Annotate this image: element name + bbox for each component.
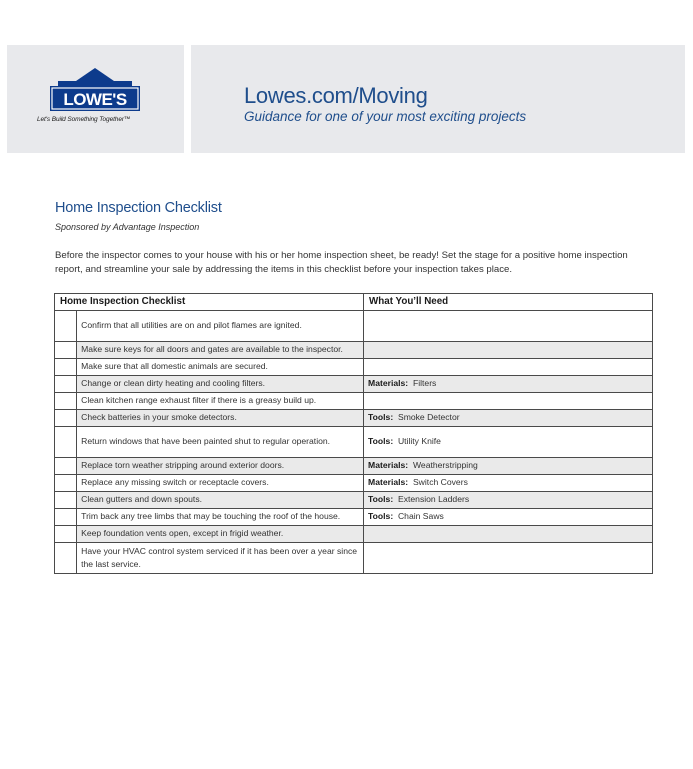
- inspection-checklist-table: [54, 293, 653, 574]
- checkbox-cell[interactable]: [55, 475, 77, 492]
- need-cell: [364, 311, 653, 342]
- checkbox-cell[interactable]: [55, 410, 77, 427]
- need-cell: [364, 509, 653, 526]
- need-value: Extension Ladders: [397, 494, 470, 505]
- need-type-label: Tools:: [368, 494, 394, 505]
- need-cell: [364, 393, 653, 410]
- need-cell: [364, 492, 653, 509]
- checkbox-cell[interactable]: [55, 458, 77, 475]
- need-value: Weatherstripping: [412, 460, 478, 471]
- need-type-label: Materials:: [368, 460, 409, 471]
- checklist-item: Make sure keys for all doors and gates are available to the inspector.: [77, 342, 364, 359]
- need-cell: [364, 475, 653, 492]
- table-row: [55, 543, 653, 574]
- header-title-panel: [191, 45, 685, 153]
- table-row: [55, 509, 653, 526]
- table-row: [55, 427, 653, 458]
- checkbox-cell[interactable]: [55, 543, 77, 574]
- table-row: [55, 393, 653, 410]
- need-value: Smoke Detector: [397, 412, 460, 423]
- table-row: [55, 410, 653, 427]
- checkbox-cell[interactable]: [55, 526, 77, 543]
- checkbox-cell[interactable]: [55, 311, 77, 342]
- checklist-item: Check batteries in your smoke detectors.: [77, 410, 364, 427]
- need-cell: [364, 376, 653, 393]
- table-row: [55, 311, 653, 342]
- need-value: Chain Saws: [397, 511, 444, 522]
- checkbox-cell[interactable]: [55, 509, 77, 526]
- need-type-label: Materials:: [368, 378, 409, 389]
- need-value: Utility Knife: [397, 436, 441, 447]
- table-row: [55, 342, 653, 359]
- need-type-label: Tools:: [368, 412, 394, 423]
- need-cell: [364, 410, 653, 427]
- need-column-header: What You’ll Need: [364, 294, 653, 311]
- checklist-item: Clean gutters and down spouts.: [77, 492, 364, 509]
- need-cell: [364, 526, 653, 543]
- need-type-label: Tools:: [368, 511, 394, 522]
- need-cell: [364, 458, 653, 475]
- need-type-label: Materials:: [368, 477, 409, 488]
- table-header-row: [55, 294, 653, 311]
- checklist-item: Return windows that have been painted shut to regular operation.: [77, 427, 364, 458]
- checklist-column-header: Home Inspection Checklist: [55, 294, 364, 311]
- need-cell: [364, 342, 653, 359]
- sponsor-line: Sponsored by Advantage Inspection: [55, 222, 200, 232]
- table-row: [55, 526, 653, 543]
- need-type-label: Tools:: [368, 436, 394, 447]
- table-row: [55, 475, 653, 492]
- table-row: [55, 492, 653, 509]
- lowes-logo[interactable]: [48, 67, 142, 115]
- checklist-item: Trim back any tree limbs that may be touching the roof of the house.: [77, 509, 364, 526]
- checkbox-cell[interactable]: [55, 427, 77, 458]
- need-cell: [364, 427, 653, 458]
- checklist-item: Confirm that all utilities are on and pilot flames are ignited.: [77, 311, 364, 342]
- need-cell: [364, 359, 653, 376]
- checklist-item: Clean kitchen range exhaust filter if there is a greasy build up.: [77, 393, 364, 410]
- page-title: Home Inspection Checklist: [55, 200, 222, 216]
- checklist-item: Change or clean dirty heating and cooling filters.: [77, 376, 364, 393]
- checkbox-cell[interactable]: [55, 393, 77, 410]
- checklist-body: [55, 311, 653, 574]
- checklist-item: Make sure that all domestic animals are secured.: [77, 359, 364, 376]
- need-value: Filters: [412, 378, 437, 389]
- need-cell: [364, 543, 653, 574]
- svg-text:LOWE'S: LOWE'S: [63, 90, 127, 109]
- table-row: [55, 359, 653, 376]
- header-logo-panel: [7, 45, 184, 153]
- table-row: [55, 458, 653, 475]
- checklist-item: Have your HVAC control system serviced if it has been over a year since the last service.: [77, 543, 364, 574]
- site-subtitle: Guidance for one of your most exciting projects: [244, 109, 527, 124]
- site-url-link[interactable]: Lowes.com/Moving: [244, 83, 428, 108]
- checkbox-cell[interactable]: [55, 359, 77, 376]
- brand-tagline: Let's Build Something Together™: [37, 116, 131, 123]
- intro-paragraph: Before the inspector comes to your house with his or her home inspection sheet, be ready! Set the stage for a positive home inspection report, and streamline your sale by addressing the items in this checklist before your inspection takes place.: [55, 250, 628, 275]
- checklist-item: Replace torn weather stripping around exterior doors.: [77, 458, 364, 475]
- checklist-item: Keep foundation vents open, except in frigid weather.: [77, 526, 364, 543]
- checkbox-cell[interactable]: [55, 492, 77, 509]
- checkbox-cell[interactable]: [55, 342, 77, 359]
- checkbox-cell[interactable]: [55, 376, 77, 393]
- table-row: [55, 376, 653, 393]
- checklist-item: Replace any missing switch or receptacle covers.: [77, 475, 364, 492]
- need-value: Switch Covers: [412, 477, 468, 488]
